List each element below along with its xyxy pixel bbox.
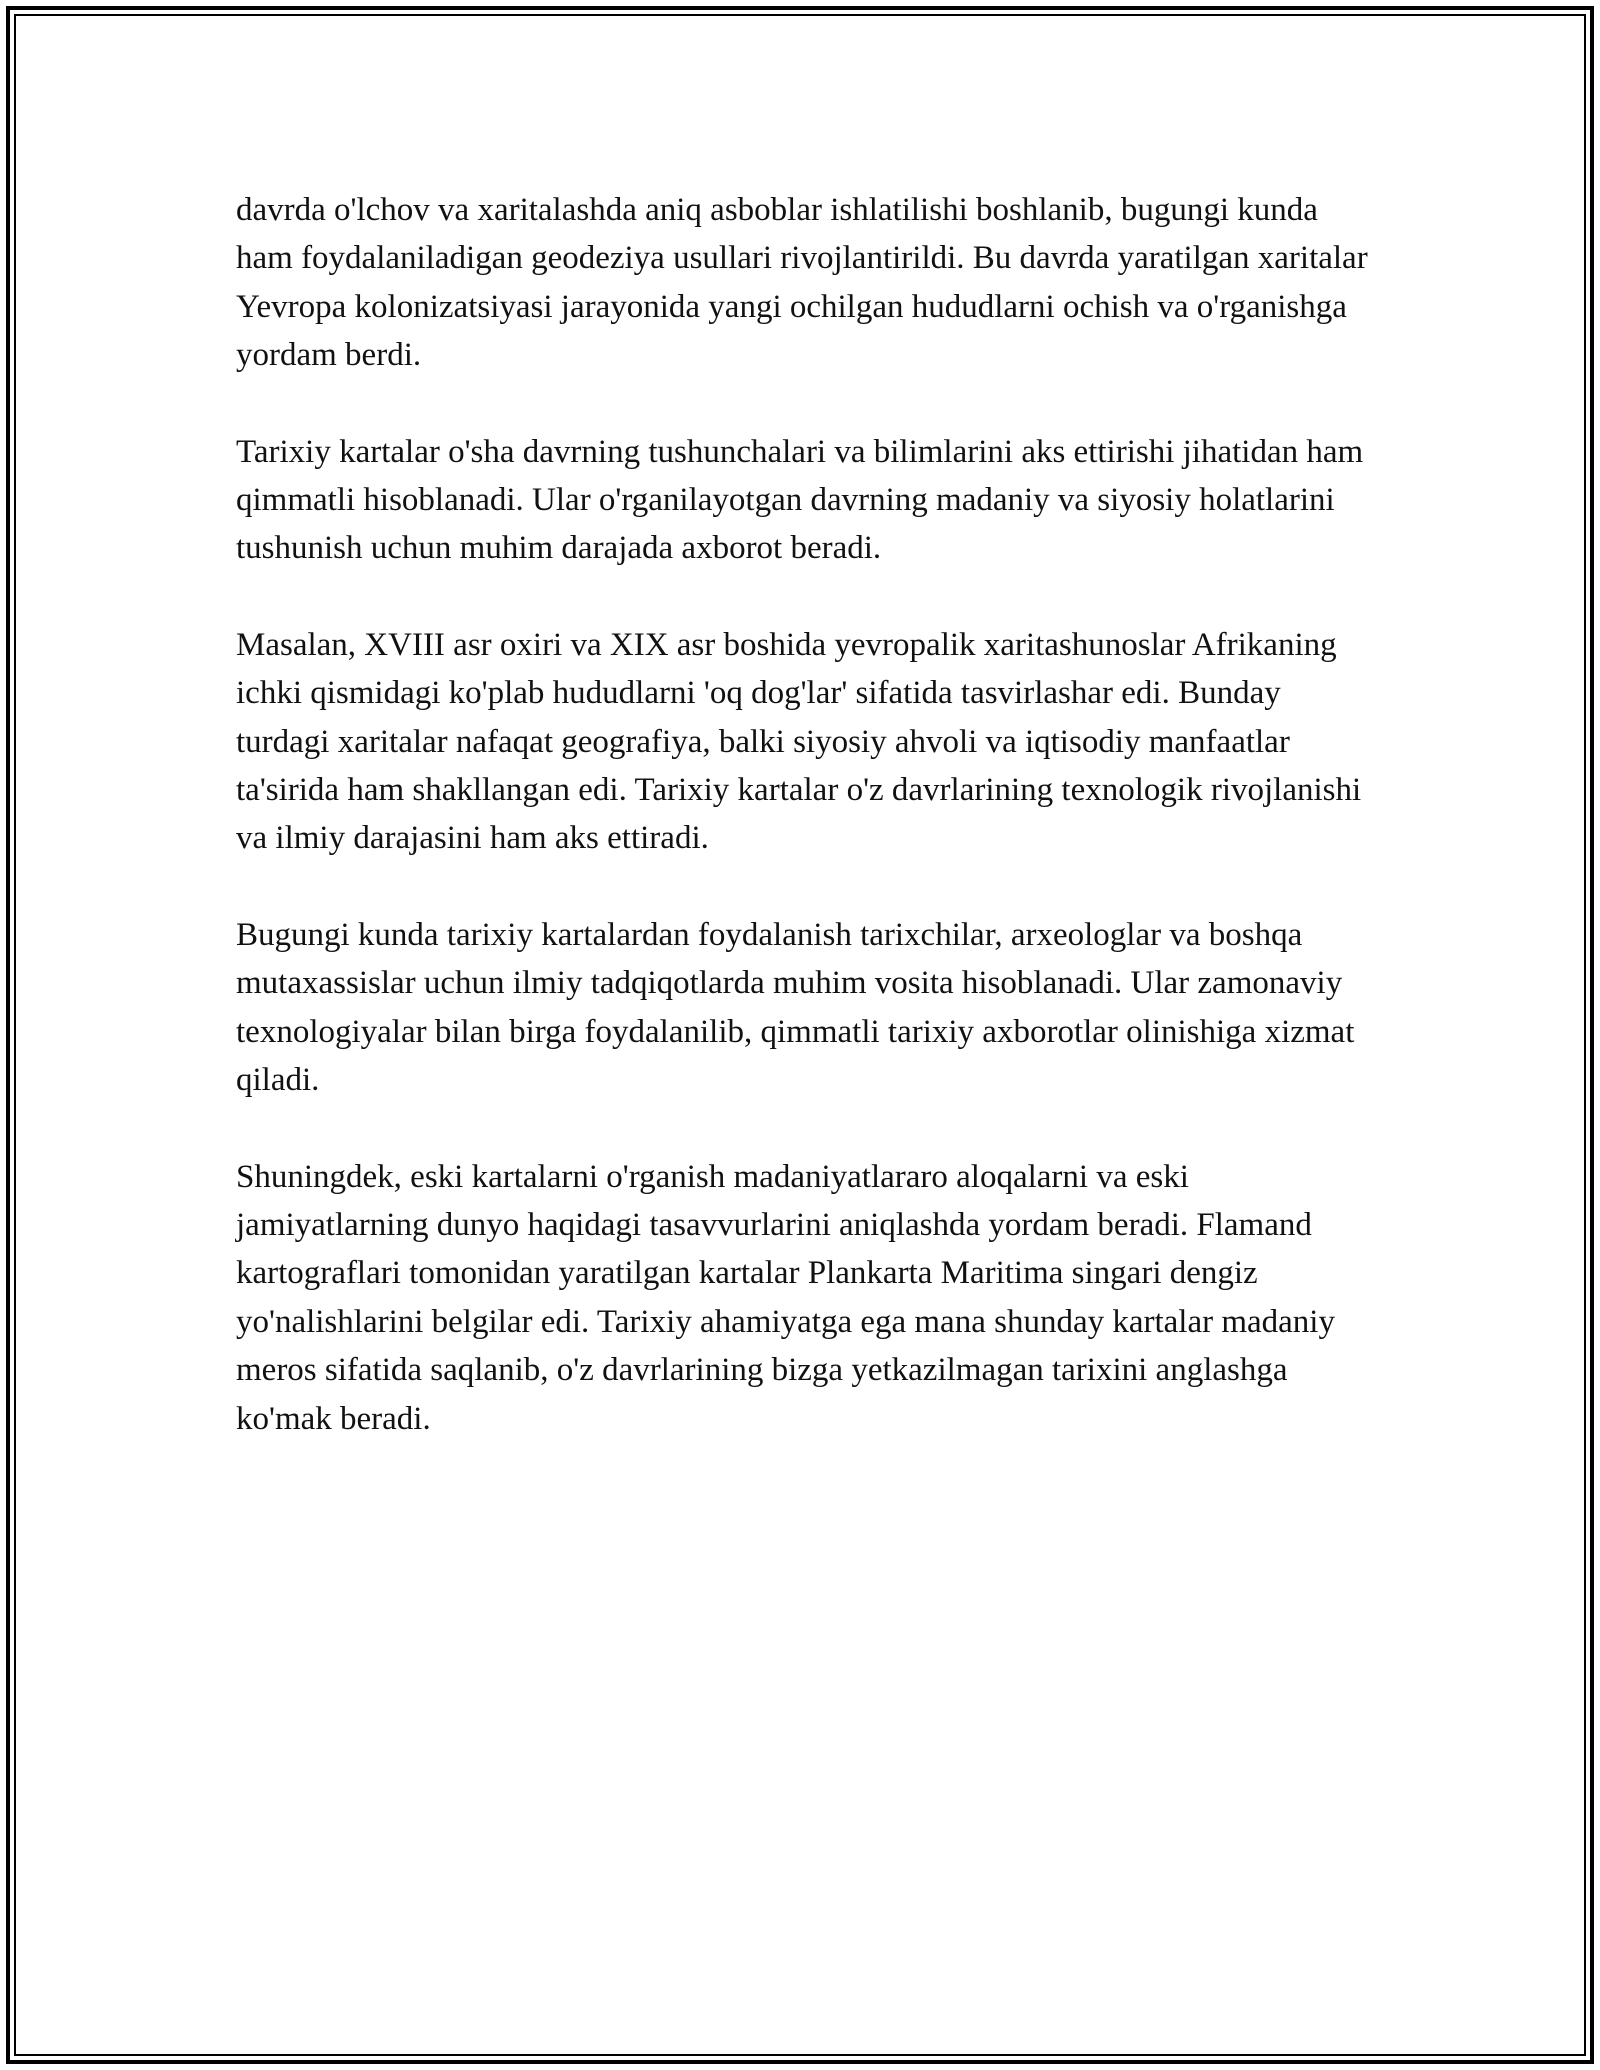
paragraph: Masalan, XVIII asr oxiri va XIX asr boshida yevropalik xaritashunoslar Afrikaning ichki qismidagi ko'plab hududlarni 'oq dog'lar' sifatida tasvirlashar edi. Bunday turdagi xaritalar nafaqat geografiya, balki siyosiy ahvoli va iqtisodiy manfaatlar ta'sirida ham shakllangan edi. Tarixiy kartalar o'z davrlarining texnologik rivojlanishi va ilmiy darajasini ham aks ettiradi. (236, 626, 1362, 857)
paragraph: Bugungi kunda tarixiy kartalardan foydalanish tarixchilar, arxeologlar va boshqa mutaxassislar uchun ilmiy tadqiqotlarda muhim vosita hisoblanadi. Ular zamonaviy texnologiyalar bilan birga foydalanilib, qimmatli tarixiy axborotlar olinishiga xizmat qiladi. (236, 916, 1355, 1099)
document-body (236, 186, 1376, 1491)
paragraph: davrda o'lchov va xaritalashda aniq asboblar ishlatilishi boshlanib, bugungi kunda ham foydalaniladigan geodeziya usullari rivojlantirildi. Bu davrda yaratilgan xaritalar Yevropa kolonizatsiyasi jarayonida yangi ochilgan hududlarni ochish va o'rganishga yordam berdi. (236, 192, 1368, 374)
paragraph: Tarixiy kartalar o'sha davrning tushunchalari va bilimlarini aks ettirishi jihatidan ham qimmatli hisoblanadi. Ular o'rganilayotgan davrning madaniy va siyosiy holatlarini tushunish uchun muhim darajada axborot beradi. (236, 433, 1364, 567)
paragraph: Shuningdek, eski kartalarni o'rganish madaniyatlararo aloqalarni va eski jamiyatlarning dunyo haqidagi tasavvurlarini aniqlashda yordam beradi. Flamand kartograflari tomonidan yaratilgan kartalar Plankarta Maritima singari dengiz yo'nalishlarini belgilar edi. Tarixiy ahamiyatga ega mana shunday kartalar madaniy meros sifatida saqlanib, o'z davrlarining bizga yetkazilmagan tarixini anglashga ko'mak beradi. (236, 1158, 1335, 1437)
